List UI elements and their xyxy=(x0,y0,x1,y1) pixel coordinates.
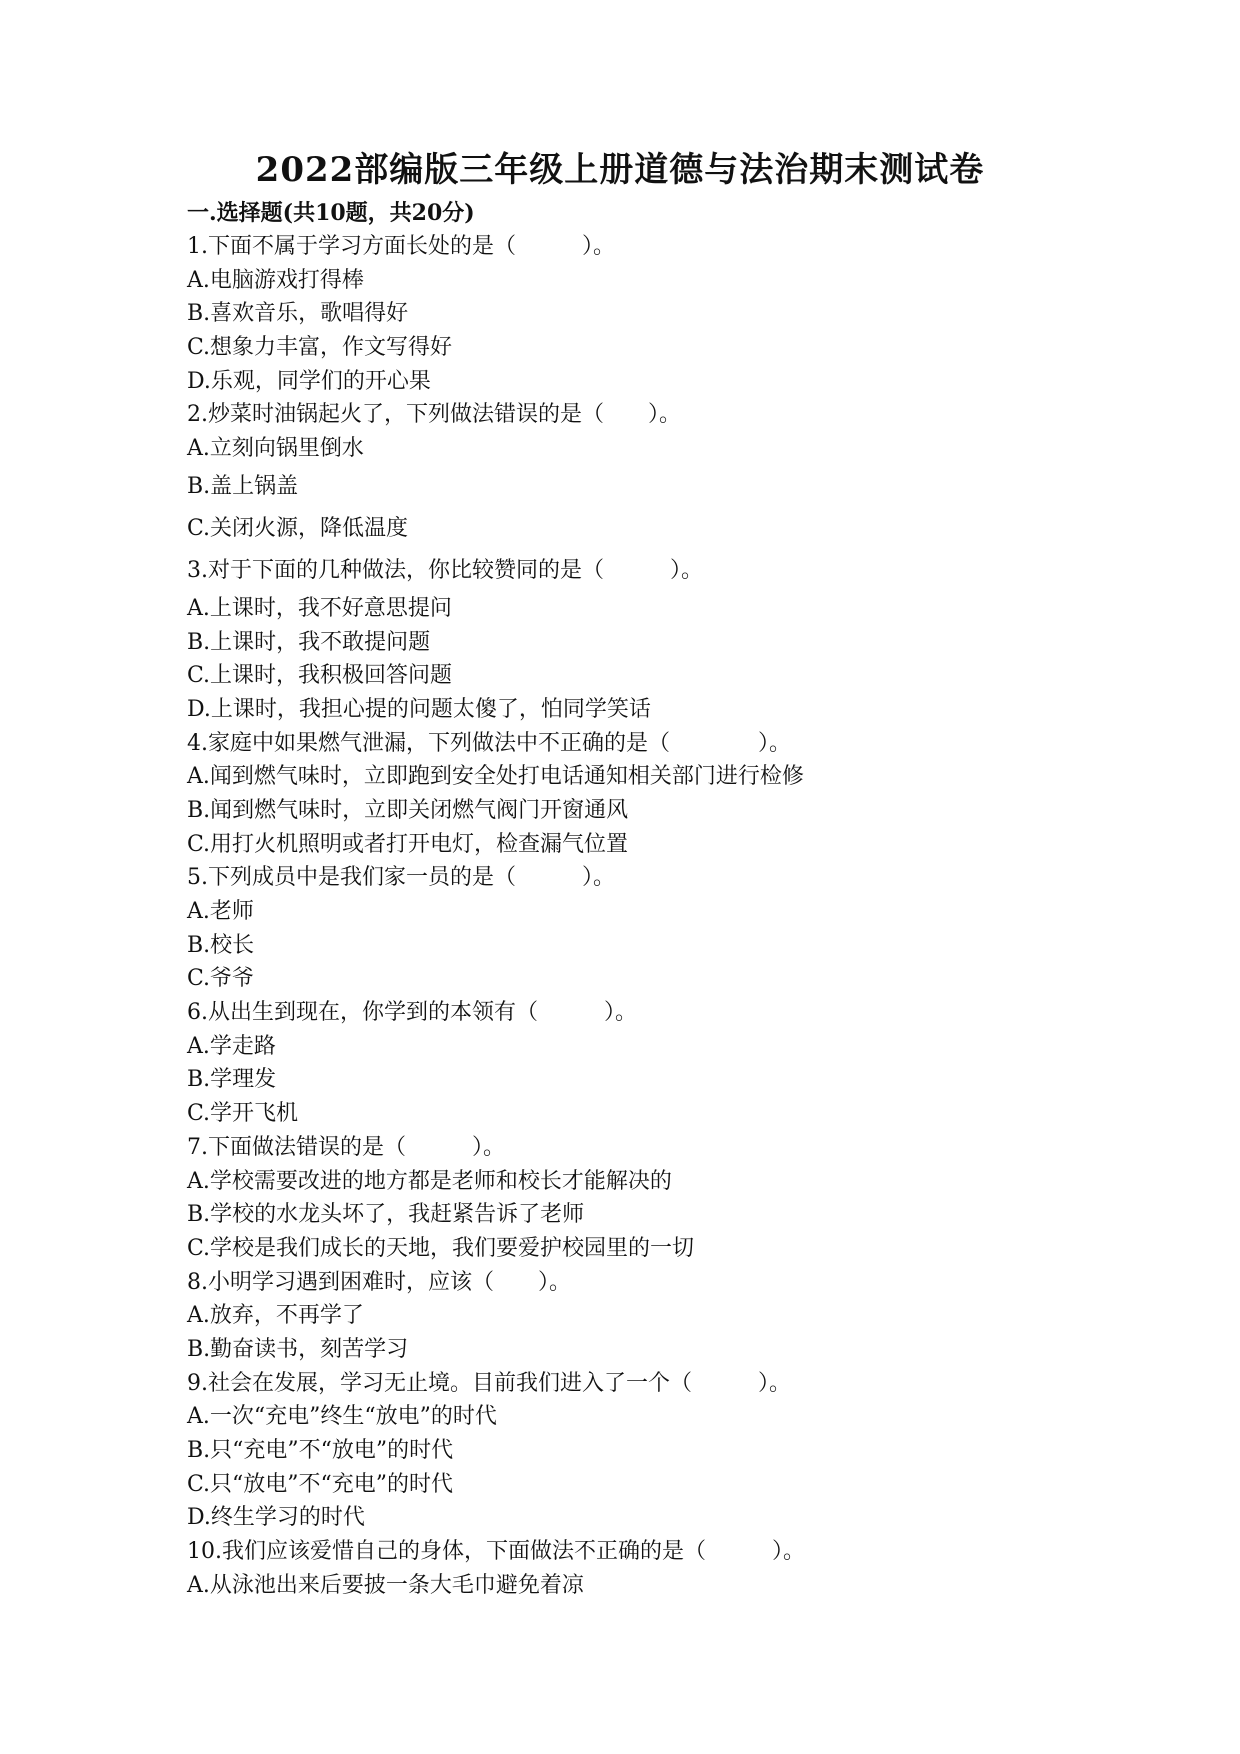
question-stem: 10.我们应该爱惜自己的身体，下面做法不正确的是（ ）。 xyxy=(187,1539,805,1565)
question-option: C.学开飞机 xyxy=(187,1101,299,1127)
question-option: B.喜欢音乐，歌唱得好 xyxy=(187,301,409,327)
question-stem: 1.下面不属于学习方面长处的是（ ）。 xyxy=(187,234,615,259)
question-option: B.勤奋读书，刻苦学习 xyxy=(187,1336,409,1362)
question-option: B.学理发 xyxy=(187,1067,277,1093)
question-option: B.上课时，我不敢提问题 xyxy=(187,629,431,655)
question-stem: 7.下面做法错误的是（ ）。 xyxy=(187,1134,505,1160)
question-stem: 3.对于下面的几种做法，你比较赞同的是（ ）。 xyxy=(187,557,703,583)
question-option: B.学校的水龙头坏了，我赶紧告诉了老师 xyxy=(187,1202,585,1228)
question-option: A.学校需要改进的地方都是老师和校长才能解决的 xyxy=(187,1168,672,1194)
question-option: A.闻到燃气味时，立即跑到安全处打电话通知相关部门进行检修 xyxy=(187,764,804,790)
question-option: A.老师 xyxy=(187,899,254,924)
question-option: C.爷爷 xyxy=(187,966,255,992)
question-option: C.关闭火源，降低温度 xyxy=(187,515,409,541)
question-option: B.只“充电”不“放电”的时代 xyxy=(187,1438,454,1463)
question-option: D.上课时，我担心提的问题太傻了，怕同学笑话 xyxy=(187,696,651,722)
question-list xyxy=(187,230,1147,1602)
question-option: A.立刻向锅里倒水 xyxy=(187,436,364,462)
question-option: B.闻到燃气味时，立即关闭燃气阀门开窗通风 xyxy=(187,797,629,823)
question-option: D.终生学习的时代 xyxy=(187,1505,365,1531)
question-stem: 9.社会在发展，学习无止境。目前我们进入了一个（ ）。 xyxy=(187,1370,791,1396)
question-option: C.上课时，我积极回答问题 xyxy=(187,663,453,689)
question-option: A.放弃，不再学了 xyxy=(187,1303,364,1329)
question-option: B.校长 xyxy=(187,932,255,958)
question-stem: 6.从出生到现在，你学到的本领有（ ）。 xyxy=(187,1000,637,1026)
question-option: A.电脑游戏打得棒 xyxy=(187,267,364,293)
question-option: C.学校是我们成长的天地，我们要爱护校园里的一切 xyxy=(187,1235,695,1261)
question-option: A.学走路 xyxy=(187,1033,276,1059)
question-option: C.用打火机照明或者打开电灯，检查漏气位置 xyxy=(187,831,629,857)
question-option: C.只“放电”不“充电”的时代 xyxy=(187,1471,454,1497)
question-stem: 5.下列成员中是我们家一员的是（ ）。 xyxy=(187,865,615,891)
question-option: B.盖上锅盖 xyxy=(187,473,299,499)
question-option: C.想象力丰富，作文写得好 xyxy=(187,335,453,361)
question-stem: 2.炒菜时油锅起火了，下列做法错误的是（ ）。 xyxy=(187,402,681,428)
question-stem: 8.小明学习遇到困难时，应该（ ）。 xyxy=(187,1269,571,1295)
question-option: A.一次“充电”终生“放电”的时代 xyxy=(187,1404,497,1430)
question-option: D.乐观，同学们的开心果 xyxy=(187,368,431,394)
question-stem: 4.家庭中如果燃气泄漏，下列做法中不正确的是（ ）。 xyxy=(187,730,791,756)
question-option: A.上课时，我不好意思提问 xyxy=(187,595,452,621)
question-option: A.从泳池出来后要披一条大毛巾避免着凉 xyxy=(187,1572,584,1598)
section-heading: 一.选择题(共10题，共20分) xyxy=(187,200,475,226)
page-title: 2022部编版三年级上册道德与法治期末测试卷 xyxy=(255,150,985,190)
